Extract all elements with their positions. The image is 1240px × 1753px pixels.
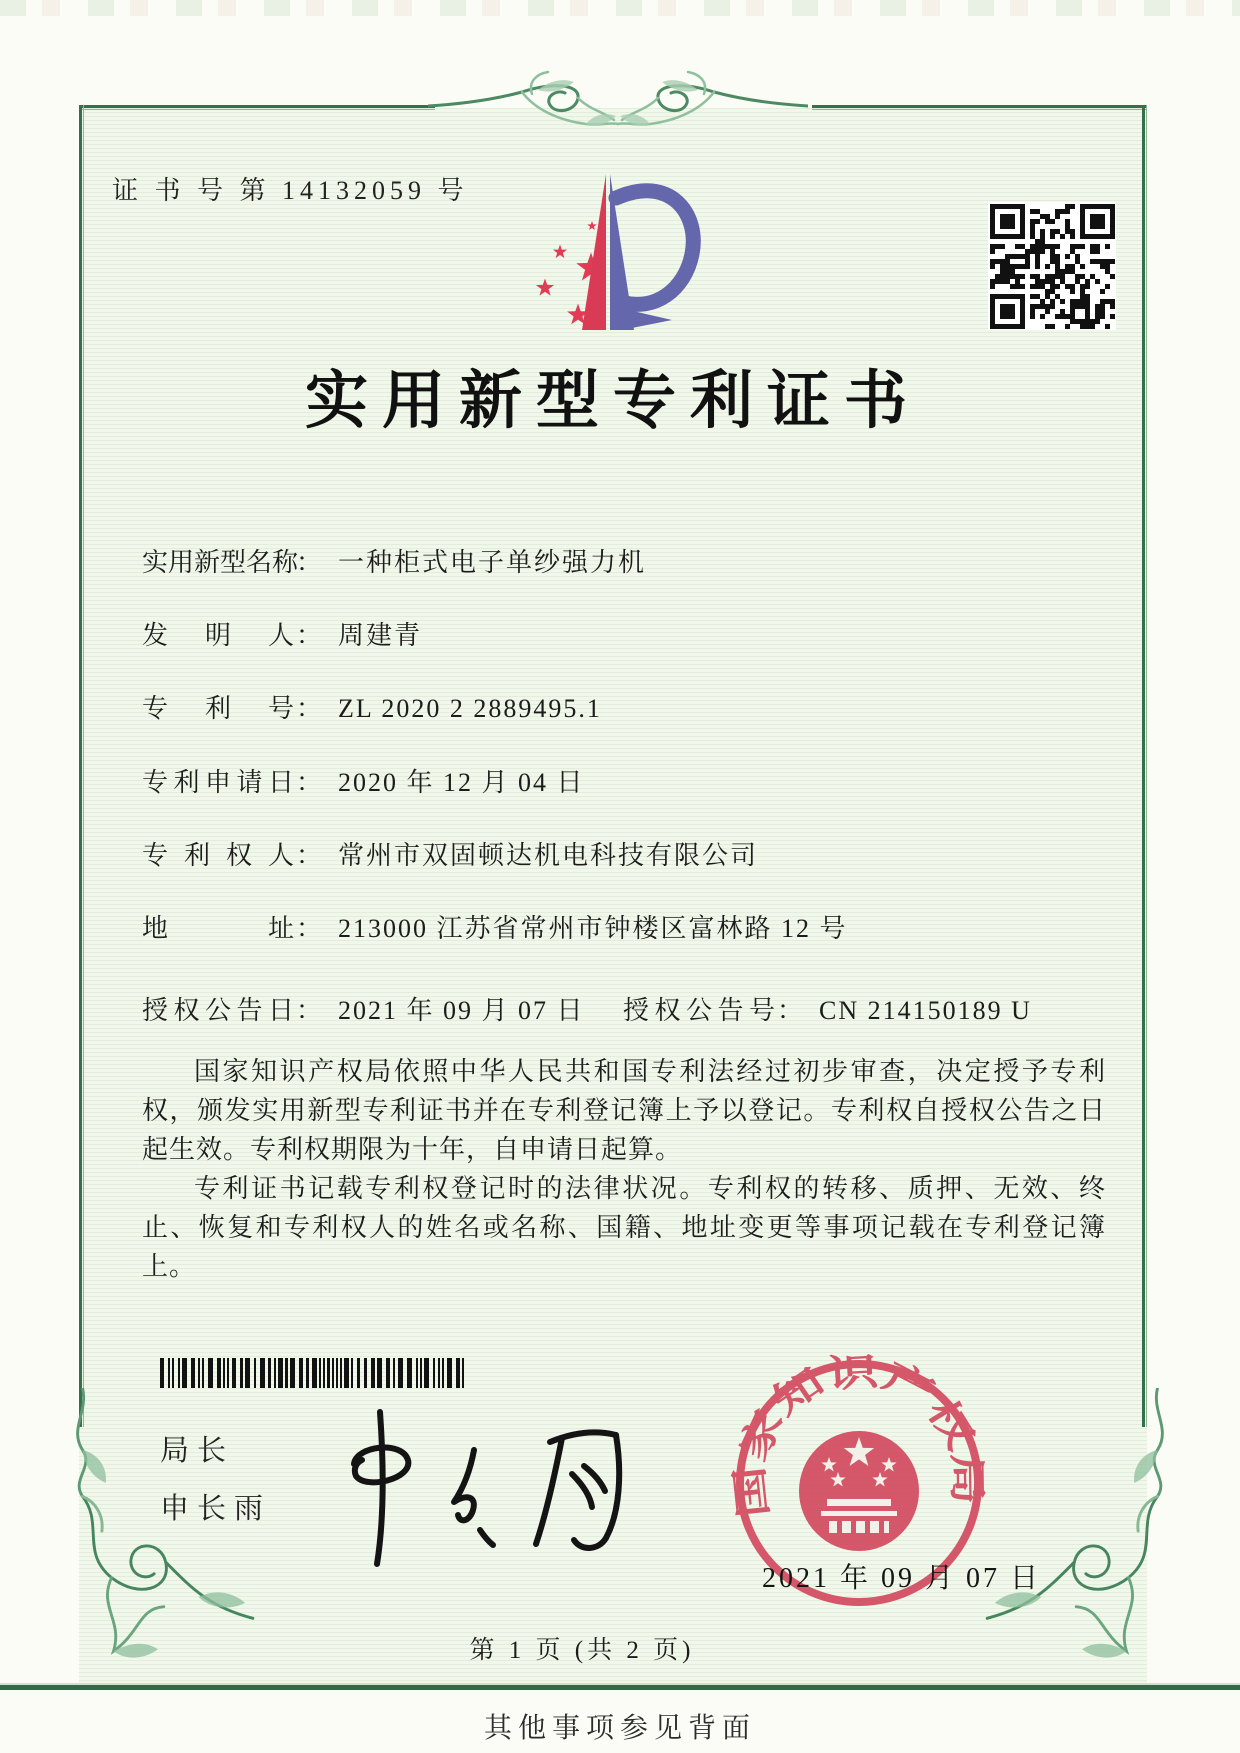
grant-date-value: 2021 年 09 月 07 日 <box>338 996 585 1025</box>
grant-number-label: 授权公告号 <box>623 996 775 1025</box>
grant-number-group <box>623 990 1032 1027</box>
seal-date: 2021 年 09 月 07 日 <box>762 1563 1042 1594</box>
field-row-address <box>142 908 1122 952</box>
field-value: ZL 2020 2 2889495.1 <box>338 694 602 723</box>
barcode <box>160 1358 472 1388</box>
field-colon: ： <box>296 841 323 870</box>
certificate-number: 证 书 号 第 14132059 号 <box>112 176 469 205</box>
field-colon: ： <box>296 768 323 797</box>
frame-left-border <box>79 105 84 1427</box>
legal-text-block <box>142 1052 1106 1286</box>
frame-top-right-segment <box>812 105 1147 110</box>
cnipa-logo-icon <box>520 168 710 338</box>
seal-ring-text: 国家知识产权局 <box>730 1353 988 1520</box>
field-row-patent-number <box>142 688 1122 732</box>
field-colon: ： <box>296 914 323 943</box>
field-colon: ： <box>777 996 804 1025</box>
top-floral-ornament <box>428 70 808 144</box>
field-value: 2020 年 12 月 04 日 <box>338 768 585 797</box>
page-number: 第 1 页 (共 2 页) <box>469 1637 695 1664</box>
field-value: 常州市双固顿达机电科技有限公司 <box>338 841 759 870</box>
field-label: 实用新型名称 <box>142 548 299 577</box>
qr-code <box>988 202 1116 330</box>
field-colon: ： <box>296 996 323 1025</box>
field-colon: ： <box>296 621 323 650</box>
commissioner-title: 局长 <box>160 1435 235 1467</box>
field-row-inventor <box>142 615 1122 659</box>
grant-number-value: CN 214150189 U <box>819 996 1032 1025</box>
field-row-utility-name <box>142 542 1122 586</box>
field-label: 专利申请日 <box>142 768 294 797</box>
certificate-title: 实用新型专利证书 <box>305 366 921 436</box>
back-side-note: 其他事项参见背面 <box>483 1713 756 1744</box>
grant-date-label: 授权公告日 <box>142 996 294 1025</box>
field-row-filing-date <box>142 762 1122 806</box>
legal-paragraph-2: 专利证书记载专利权登记时的法律状况。专利权的转移、质押、无效、终止、恢复和专利权人的姓名或名称、国籍、地址变更等事项记载在专利登记簿上。 <box>142 1174 1106 1281</box>
field-label: 专利权人 <box>142 841 294 870</box>
field-value: 213000 江苏省常州市钟楼区富林路 12 号 <box>338 914 848 943</box>
commissioner-signature <box>322 1402 632 1572</box>
scan-artifact-strip <box>0 0 1240 16</box>
field-row-patentee <box>142 835 1122 879</box>
commissioner-name: 申长雨 <box>160 1493 272 1525</box>
field-label: 地址 <box>142 914 294 943</box>
field-value: 周建青 <box>338 621 423 650</box>
field-label: 发明人 <box>142 621 294 650</box>
field-row-grant <box>142 990 1122 1034</box>
field-colon: ： <box>296 694 323 723</box>
legal-paragraph-1: 国家知识产权局依照中华人民共和国专利法经过初步审查，决定授予专利权，颁发实用新型专利证书并在专利登记簿上予以登记。专利权自授权公告之日起生效。专利权期限为十年，自申请日起算。 <box>142 1057 1106 1164</box>
field-label: 专利号 <box>142 694 294 723</box>
field-colon: ： <box>296 548 323 577</box>
frame-right-border <box>1142 105 1147 1427</box>
field-value: 一种柜式电子单纱强力机 <box>338 548 647 577</box>
frame-top-left-segment <box>79 105 435 110</box>
